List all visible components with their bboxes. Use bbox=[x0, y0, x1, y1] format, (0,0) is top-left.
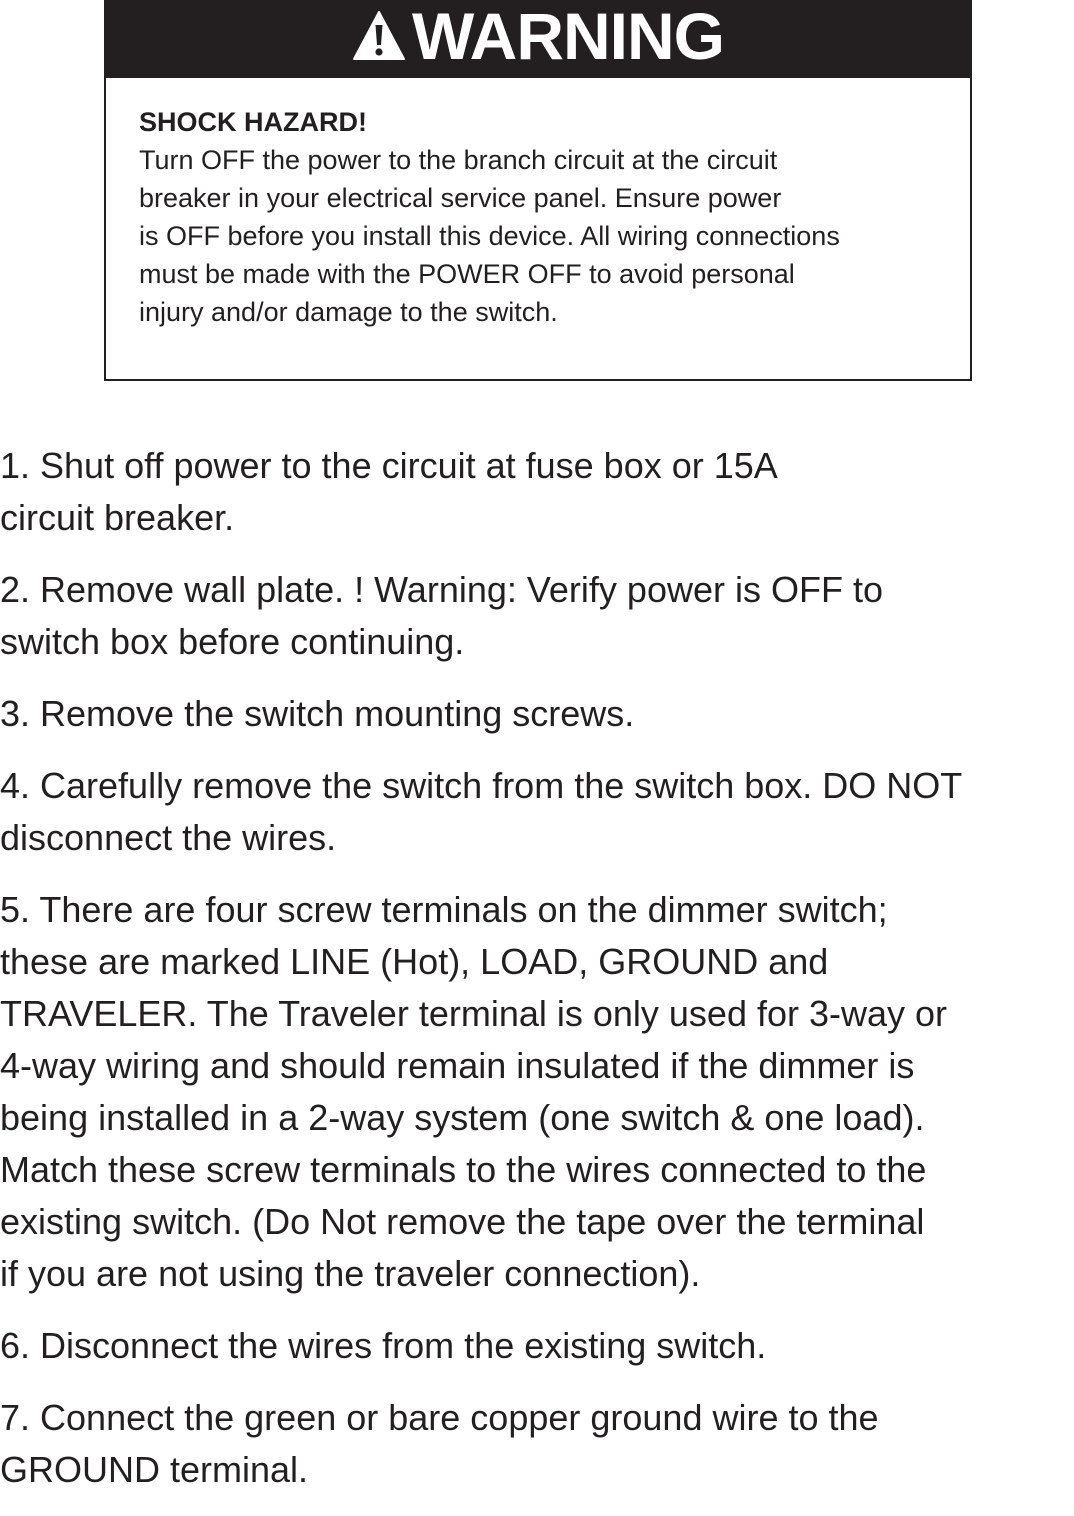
step-3 bbox=[0, 688, 1074, 740]
step-line: TRAVELER. The Traveler terminal is only used for 3-way or bbox=[0, 993, 948, 1034]
warning-body bbox=[106, 78, 970, 331]
instruction-steps bbox=[0, 440, 1074, 1516]
warning-line: is OFF before you install this device. All wiring connections bbox=[139, 221, 840, 251]
step-line: 4. Carefully remove the switch from the switch box. DO NOT bbox=[0, 765, 963, 806]
step-line: being installed in a 2-way system (one switch & one load). bbox=[0, 1097, 925, 1138]
step-line: 7. Connect the green or bare copper ground wire to the bbox=[0, 1397, 879, 1438]
step-1 bbox=[0, 440, 1074, 544]
step-line: if you are not using the traveler connection). bbox=[0, 1253, 701, 1294]
step-line: 4-way wiring and should remain insulated if the dimmer is bbox=[0, 1045, 915, 1086]
warning-line: must be made with the POWER OFF to avoid personal bbox=[139, 259, 795, 289]
warning-triangle-icon bbox=[352, 10, 406, 62]
warning-line: breaker in your electrical service panel. Ensure power bbox=[139, 183, 782, 213]
step-line: these are marked LINE (Hot), LOAD, GROUND and bbox=[0, 941, 829, 982]
warning-heading: SHOCK HAZARD! bbox=[139, 107, 367, 137]
step-line: 6. Disconnect the wires from the existing switch. bbox=[0, 1325, 767, 1366]
warning-header bbox=[106, 0, 970, 78]
warning-line: injury and/or damage to the switch. bbox=[139, 297, 558, 327]
step-line: GROUND terminal. bbox=[0, 1449, 309, 1490]
step-6 bbox=[0, 1320, 1074, 1372]
step-line: 2. Remove wall plate. ! Warning: Verify power is OFF to bbox=[0, 569, 883, 610]
step-line: existing switch. (Do Not remove the tape over the terminal bbox=[0, 1201, 925, 1242]
warning-box bbox=[104, 0, 972, 381]
step-line: 5. There are four screw terminals on the dimmer switch; bbox=[0, 889, 888, 930]
step-line: 1. Shut off power to the circuit at fuse box or 15A bbox=[0, 445, 778, 486]
step-line: circuit breaker. bbox=[0, 497, 235, 538]
step-7 bbox=[0, 1392, 1074, 1496]
step-2 bbox=[0, 564, 1074, 668]
step-4 bbox=[0, 760, 1074, 864]
warning-line: Turn OFF the power to the branch circuit at the circuit bbox=[139, 145, 778, 175]
step-line: 3. Remove the switch mounting screws. bbox=[0, 693, 635, 734]
step-line: Match these screw terminals to the wires connected to the bbox=[0, 1149, 927, 1190]
step-5 bbox=[0, 884, 1074, 1300]
step-line: switch box before continuing. bbox=[0, 621, 465, 662]
warning-title: WARNING bbox=[412, 0, 724, 73]
step-line: disconnect the wires. bbox=[0, 817, 337, 858]
